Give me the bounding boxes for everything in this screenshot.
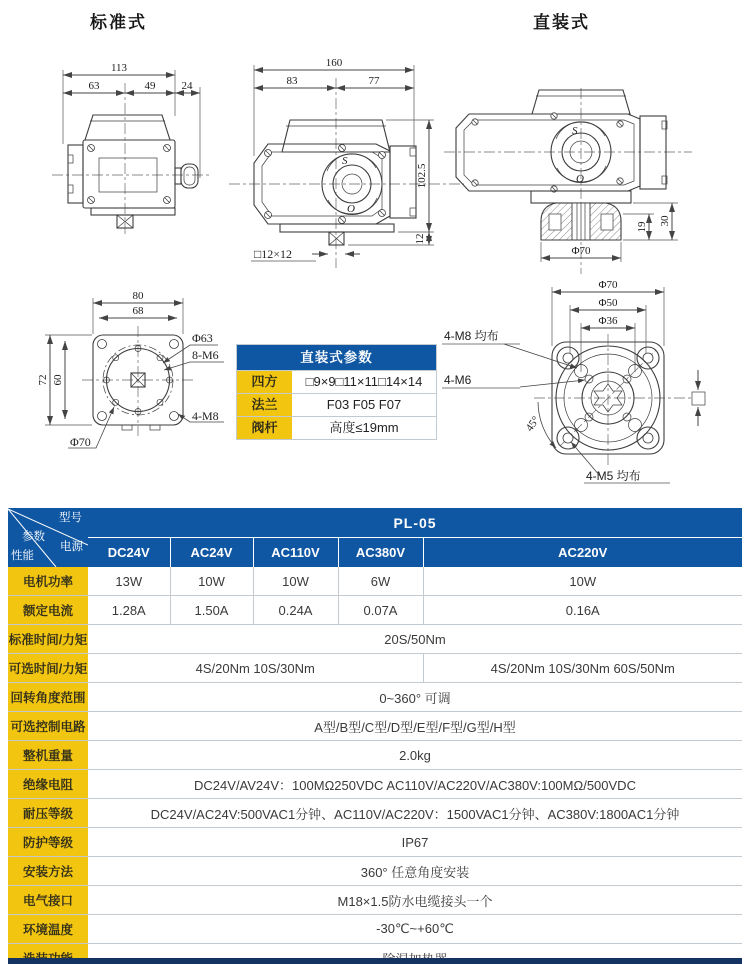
cell: 10W bbox=[423, 567, 742, 596]
cell: 6W bbox=[338, 567, 423, 596]
mini-row-value: 高度≤19mm bbox=[329, 420, 399, 435]
dim-19: 19 bbox=[636, 221, 648, 233]
power-col-ac220v: AC220V bbox=[423, 538, 742, 568]
cell: A型/B型/C型/D型/E型/F型/G型/H型 bbox=[88, 712, 742, 741]
cell: 1.50A bbox=[170, 596, 253, 625]
table-row bbox=[8, 915, 742, 944]
dim-80: 80 bbox=[132, 290, 144, 302]
dim-phi50: Φ50 bbox=[598, 297, 618, 309]
actuator-direct-outline bbox=[444, 88, 692, 274]
label-4m8: 4-M8 均布 bbox=[444, 329, 499, 343]
cell: 10W bbox=[170, 567, 253, 596]
dim-68: 68 bbox=[132, 305, 144, 317]
row-label: 电气接口 bbox=[8, 886, 88, 915]
dim-24: 24 bbox=[181, 80, 193, 92]
table-row bbox=[8, 712, 742, 741]
dimension-lines bbox=[63, 62, 200, 178]
table-row bbox=[8, 857, 742, 886]
table-bottom-bar bbox=[8, 958, 742, 964]
dim-30: 30 bbox=[659, 215, 671, 227]
drawing-direct-front-view bbox=[442, 88, 704, 280]
cell: 0.24A bbox=[253, 596, 338, 625]
row-label: 防护等级 bbox=[8, 828, 88, 857]
table-row bbox=[8, 683, 742, 712]
specification-table bbox=[8, 508, 742, 964]
cell: IP67 bbox=[88, 828, 742, 857]
table-row bbox=[8, 625, 742, 654]
cell: DC24V/AC24V:500VAC1分钟、AC110V/AC220V：1500VAC1分钟、AC380V:1800AC1分钟 bbox=[88, 799, 742, 828]
drawing-standard-front-view bbox=[224, 56, 469, 276]
dim-phi70: Φ70 bbox=[598, 279, 618, 291]
cell: 2.0kg bbox=[88, 741, 742, 770]
dim-63: 63 bbox=[88, 80, 100, 92]
shut-mark-o: O bbox=[347, 203, 355, 215]
row-label: 可选时间/力矩 bbox=[8, 654, 88, 683]
row-label: 绝缘电阻 bbox=[8, 770, 88, 799]
row-label: 额定电流 bbox=[8, 596, 88, 625]
row-label: 耐压等级 bbox=[8, 799, 88, 828]
label-4m6: 4-M6 bbox=[444, 373, 472, 387]
mini-row-value: F03 F05 F07 bbox=[326, 397, 402, 412]
row-label: 标准时间/力矩 bbox=[8, 625, 88, 654]
table-row bbox=[8, 741, 742, 770]
cell: M18×1.5防水电缆接头一个 bbox=[88, 886, 742, 915]
model-cell: PL-05 bbox=[88, 508, 742, 538]
open-mark-s: S bbox=[572, 125, 578, 137]
mini-row-value: □9×9□11×11□14×14 bbox=[305, 374, 423, 389]
dim-12: 12 bbox=[414, 233, 426, 245]
cell: 0.16A bbox=[423, 596, 742, 625]
row-label: 整机重量 bbox=[8, 741, 88, 770]
row-label: 环境温度 bbox=[8, 915, 88, 944]
cell: 360° 任意角度安装 bbox=[88, 857, 742, 886]
mini-table-row bbox=[237, 416, 436, 439]
row-label: 可选控制电路 bbox=[8, 712, 88, 741]
label-8m6: 8-M6 bbox=[192, 348, 219, 362]
label-phi63: Φ63 bbox=[192, 331, 213, 345]
mini-row-label: 阀杆 bbox=[237, 417, 292, 439]
cell: 0.07A bbox=[338, 596, 423, 625]
dim-102-5: 102.5 bbox=[416, 163, 428, 189]
table-corner-cell bbox=[8, 508, 88, 567]
cell: 1.28A bbox=[88, 596, 170, 625]
cell: DC24V/AV24V：100MΩ250VDC AC110V/AC220V/AC380V:100MΩ/500VDC bbox=[88, 770, 742, 799]
drawing-direct-flange bbox=[434, 280, 746, 485]
corner-label-param: 参数 bbox=[22, 530, 45, 543]
power-col-ac110v: AC110V bbox=[253, 538, 338, 568]
dim-83: 83 bbox=[286, 75, 298, 87]
mini-row-label: 四方 bbox=[237, 371, 292, 393]
table-row bbox=[8, 886, 742, 915]
power-col-dc24v: DC24V bbox=[88, 538, 170, 568]
dim-phi36: Φ36 bbox=[598, 315, 618, 327]
dim-phi70: Φ70 bbox=[571, 245, 591, 257]
cell: 13W bbox=[88, 567, 170, 596]
dim-60: 60 bbox=[52, 374, 64, 386]
mini-row-label: 法兰 bbox=[237, 394, 292, 416]
title-standard-type: 标准式 bbox=[90, 13, 147, 32]
label-45deg: 45° bbox=[523, 414, 543, 434]
flange-outline bbox=[534, 334, 692, 468]
row-label: 安装方法 bbox=[8, 857, 88, 886]
corner-label-perf: 性能 bbox=[11, 550, 34, 562]
corner-label-power: 电源 bbox=[60, 540, 83, 553]
table-row bbox=[8, 770, 742, 799]
dimension-lines bbox=[254, 57, 414, 156]
dim-77: 77 bbox=[368, 75, 380, 87]
cell: 4S/20Nm 10S/30Nm bbox=[88, 654, 423, 683]
label-4m8: 4-M8 bbox=[192, 409, 219, 423]
table-row bbox=[8, 567, 742, 596]
cell: 10W bbox=[253, 567, 338, 596]
row-label: 回转角度范围 bbox=[8, 683, 88, 712]
flange-labels bbox=[442, 328, 705, 483]
corner-label-model: 型号 bbox=[59, 511, 82, 524]
mini-table-row bbox=[237, 370, 436, 393]
power-col-ac380v: AC380V bbox=[338, 538, 423, 568]
mini-table-title: 直装式参数 bbox=[237, 345, 436, 370]
table-row bbox=[8, 654, 742, 683]
dim-49: 49 bbox=[144, 80, 156, 92]
diagonal-header bbox=[8, 509, 88, 567]
title-direct-type: 直装式 bbox=[533, 13, 590, 32]
stem-square-note: □12×12 bbox=[254, 247, 293, 261]
open-mark-s: S bbox=[342, 155, 348, 167]
cell: 0~360° 可调 bbox=[88, 683, 742, 712]
dim-72: 72 bbox=[37, 374, 49, 386]
power-col-ac24v: AC24V bbox=[170, 538, 253, 568]
table-row bbox=[8, 596, 742, 625]
cell: -30℃~+60℃ bbox=[88, 915, 742, 944]
cell: 20S/50Nm bbox=[88, 625, 742, 654]
drawing-standard-flange bbox=[34, 290, 244, 460]
drawing-standard-side-view bbox=[42, 58, 242, 243]
cell: 4S/20Nm 10S/30Nm 60S/50Nm bbox=[423, 654, 742, 683]
flange-outline bbox=[82, 326, 196, 436]
shut-mark-o: O bbox=[576, 173, 584, 185]
height-dimensions bbox=[251, 120, 434, 261]
dim-113: 113 bbox=[110, 62, 128, 74]
actuator-side-outline bbox=[52, 83, 210, 234]
mini-table-row bbox=[237, 393, 436, 416]
row-label: 电机功率 bbox=[8, 567, 88, 596]
flange-labels bbox=[68, 331, 224, 449]
label-phi70: Φ70 bbox=[70, 435, 91, 449]
direct-mount-params-table bbox=[236, 344, 437, 440]
dim-160: 160 bbox=[325, 57, 343, 69]
label-4m5: 4-M5 均布 bbox=[586, 469, 641, 483]
table-row bbox=[8, 799, 742, 828]
table-row bbox=[8, 828, 742, 857]
